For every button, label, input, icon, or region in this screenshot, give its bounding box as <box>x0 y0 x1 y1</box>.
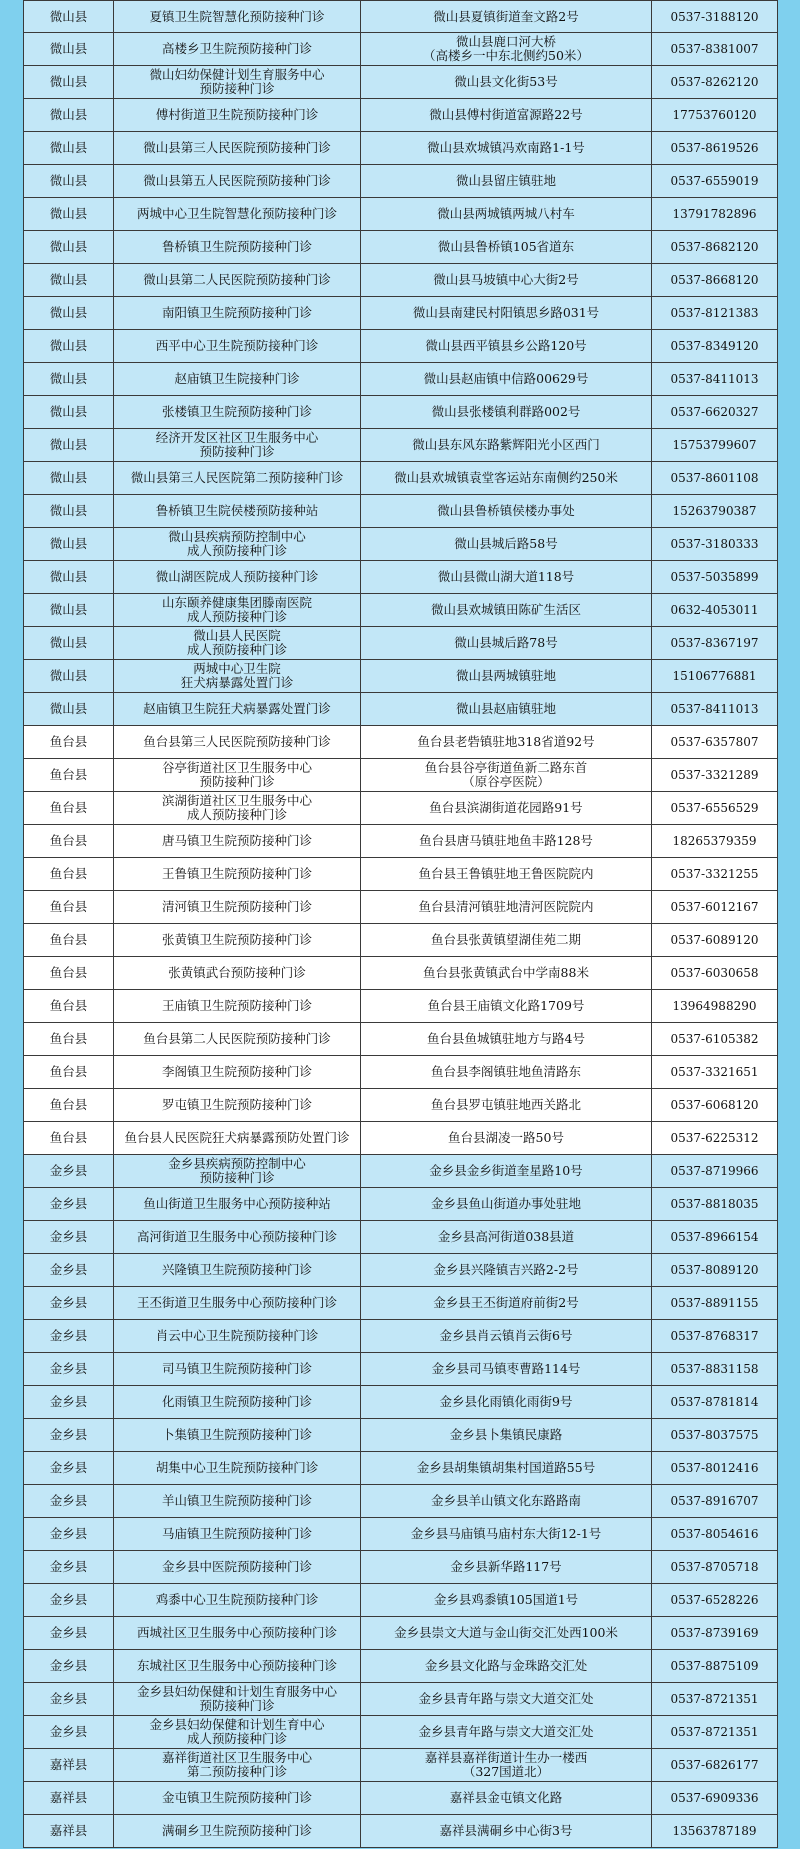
address-cell: 鱼台县李阁镇驻地鱼清路东 <box>361 1056 652 1089</box>
table-row <box>24 1320 778 1353</box>
county-cell: 鱼台县 <box>24 825 114 858</box>
county-cell: 微山县 <box>24 693 114 726</box>
address-cell: 微山县鹿口河大桥 （高楼乡一中东北侧约50米） <box>361 33 652 66</box>
address-cell: 金乡县肖云镇肖云街6号 <box>361 1320 652 1353</box>
county-cell: 微山县 <box>24 528 114 561</box>
clinic-name-cell: 两城中心卫生院 狂犬病暴露处置门诊 <box>114 660 361 693</box>
phone-cell: 0537-8012416 <box>652 1452 778 1485</box>
phone-cell: 0537-6357807 <box>652 726 778 759</box>
clinic-name-cell: 微山县第三人民医院预防接种门诊 <box>114 132 361 165</box>
address-cell: 金乡县司马镇枣曹路114号 <box>361 1353 652 1386</box>
county-cell: 鱼台县 <box>24 858 114 891</box>
county-cell: 微山县 <box>24 297 114 330</box>
table-row <box>24 1122 778 1155</box>
address-cell: 微山县鲁桥镇105省道东 <box>361 231 652 264</box>
address-cell: 微山县留庄镇驻地 <box>361 165 652 198</box>
table-row <box>24 1155 778 1188</box>
table-row <box>24 990 778 1023</box>
phone-cell: 0537-8781814 <box>652 1386 778 1419</box>
address-cell: 微山县赵庙镇中信路00629号 <box>361 363 652 396</box>
clinic-name-cell: 张楼镇卫生院预防接种门诊 <box>114 396 361 429</box>
phone-cell: 0632-4053011 <box>652 594 778 627</box>
table-row <box>24 1287 778 1320</box>
address-cell: 鱼台县谷亭街道鱼新二路东首 （原谷亭医院） <box>361 759 652 792</box>
address-cell: 微山县赵庙镇驻地 <box>361 693 652 726</box>
address-cell: 金乡县卜集镇民康路 <box>361 1419 652 1452</box>
address-cell: 鱼台县滨湖街道花园路91号 <box>361 792 652 825</box>
county-cell: 微山县 <box>24 561 114 594</box>
table-row <box>24 1485 778 1518</box>
phone-cell: 0537-6559019 <box>652 165 778 198</box>
phone-cell: 0537-3180333 <box>652 528 778 561</box>
phone-cell: 0537-6909336 <box>652 1782 778 1815</box>
address-cell: 鱼台县王庙镇文化路1709号 <box>361 990 652 1023</box>
clinic-name-cell: 王丕街道卫生服务中心预防接种门诊 <box>114 1287 361 1320</box>
county-cell: 微山县 <box>24 231 114 264</box>
phone-cell: 15106776881 <box>652 660 778 693</box>
phone-cell: 18265379359 <box>652 825 778 858</box>
county-cell: 嘉祥县 <box>24 1815 114 1848</box>
clinic-name-cell: 南阳镇卫生院预防接种门诊 <box>114 297 361 330</box>
phone-cell: 0537-8619526 <box>652 132 778 165</box>
phone-cell: 0537-6030658 <box>652 957 778 990</box>
clinic-name-cell: 鲁桥镇卫生院侯楼预防接种站 <box>114 495 361 528</box>
phone-cell: 0537-3321651 <box>652 1056 778 1089</box>
table-row <box>24 1221 778 1254</box>
clinic-name-cell: 金乡县妇幼保健和计划生育服务中心 预防接种门诊 <box>114 1683 361 1716</box>
address-cell: 金乡县马庙镇马庙村东大街12-1号 <box>361 1518 652 1551</box>
clinic-name-cell: 王庙镇卫生院预防接种门诊 <box>114 990 361 1023</box>
clinic-name-cell: 满硐乡卫生院预防接种门诊 <box>114 1815 361 1848</box>
table-row <box>24 429 778 462</box>
county-cell: 鱼台县 <box>24 957 114 990</box>
table-row <box>24 1749 778 1782</box>
address-cell: 金乡县文化路与金珠路交汇处 <box>361 1650 652 1683</box>
phone-cell: 0537-8381007 <box>652 33 778 66</box>
table-row <box>24 1518 778 1551</box>
phone-cell: 0537-8916707 <box>652 1485 778 1518</box>
county-cell: 鱼台县 <box>24 1122 114 1155</box>
address-cell: 微山县鲁桥镇侯楼办事处 <box>361 495 652 528</box>
phone-cell: 0537-3321255 <box>652 858 778 891</box>
address-cell: 金乡县金乡街道奎星路10号 <box>361 1155 652 1188</box>
clinic-name-cell: 嘉祥街道社区卫生服务中心 第二预防接种门诊 <box>114 1749 361 1782</box>
clinic-name-cell: 王鲁镇卫生院预防接种门诊 <box>114 858 361 891</box>
table-row <box>24 561 778 594</box>
clinic-name-cell: 卜集镇卫生院预防接种门诊 <box>114 1419 361 1452</box>
table-row <box>24 957 778 990</box>
clinic-name-cell: 鱼台县第二人民医院预防接种门诊 <box>114 1023 361 1056</box>
vaccination-clinic-table <box>23 0 778 1848</box>
clinic-name-cell: 微山妇幼保健计划生育服务中心 预防接种门诊 <box>114 66 361 99</box>
county-cell: 金乡县 <box>24 1551 114 1584</box>
phone-cell: 0537-6620327 <box>652 396 778 429</box>
clinic-name-cell: 两城中心卫生院智慧化预防接种门诊 <box>114 198 361 231</box>
address-cell: 鱼台县清河镇驻地清河医院院内 <box>361 891 652 924</box>
county-cell: 金乡县 <box>24 1485 114 1518</box>
phone-cell: 0537-8768317 <box>652 1320 778 1353</box>
address-cell: 微山县欢城镇袁堂客运站东南侧约250米 <box>361 462 652 495</box>
county-cell: 鱼台县 <box>24 792 114 825</box>
address-cell: 嘉祥县满硐乡中心街3号 <box>361 1815 652 1848</box>
county-cell: 金乡县 <box>24 1452 114 1485</box>
phone-cell: 13791782896 <box>652 198 778 231</box>
table-row <box>24 1716 778 1749</box>
phone-cell: 13964988290 <box>652 990 778 1023</box>
table-row <box>24 264 778 297</box>
county-cell: 微山县 <box>24 66 114 99</box>
clinic-name-cell: 微山县人民医院 成人预防接种门诊 <box>114 627 361 660</box>
county-cell: 微山县 <box>24 594 114 627</box>
phone-cell: 13563787189 <box>652 1815 778 1848</box>
address-cell: 微山县张楼镇利群路002号 <box>361 396 652 429</box>
address-cell: 金乡县羊山镇文化东路路南 <box>361 1485 652 1518</box>
county-cell: 微山县 <box>24 627 114 660</box>
table-row <box>24 66 778 99</box>
phone-cell: 0537-6826177 <box>652 1749 778 1782</box>
county-cell: 微山县 <box>24 99 114 132</box>
table-row <box>24 1584 778 1617</box>
table-row <box>24 330 778 363</box>
phone-cell: 0537-8721351 <box>652 1716 778 1749</box>
clinic-name-cell: 肖云中心卫生院预防接种门诊 <box>114 1320 361 1353</box>
address-cell: 金乡县鸡黍镇105国道1号 <box>361 1584 652 1617</box>
table-row <box>24 1023 778 1056</box>
table-row <box>24 363 778 396</box>
county-cell: 鱼台县 <box>24 990 114 1023</box>
address-cell: 微山县欢城镇田陈矿生活区 <box>361 594 652 627</box>
clinic-name-cell: 罗屯镇卫生院预防接种门诊 <box>114 1089 361 1122</box>
phone-cell: 0537-8721351 <box>652 1683 778 1716</box>
clinic-name-cell: 兴隆镇卫生院预防接种门诊 <box>114 1254 361 1287</box>
table-row <box>24 198 778 231</box>
table-row <box>24 1650 778 1683</box>
address-cell: 微山县城后路78号 <box>361 627 652 660</box>
clinic-name-cell: 马庙镇卫生院预防接种门诊 <box>114 1518 361 1551</box>
table-row <box>24 1089 778 1122</box>
clinic-name-cell: 经济开发区社区卫生服务中心 预防接种门诊 <box>114 429 361 462</box>
phone-cell: 17753760120 <box>652 99 778 132</box>
phone-cell: 0537-8719966 <box>652 1155 778 1188</box>
phone-cell: 0537-6068120 <box>652 1089 778 1122</box>
county-cell: 嘉祥县 <box>24 1749 114 1782</box>
address-cell: 金乡县新华路117号 <box>361 1551 652 1584</box>
address-cell: 金乡县青年路与崇文大道交汇处 <box>361 1683 652 1716</box>
address-cell: 微山县微山湖大道118号 <box>361 561 652 594</box>
phone-cell: 0537-8668120 <box>652 264 778 297</box>
county-cell: 金乡县 <box>24 1617 114 1650</box>
phone-cell: 0537-8367197 <box>652 627 778 660</box>
address-cell: 金乡县王丕街道府前街2号 <box>361 1287 652 1320</box>
table-row <box>24 132 778 165</box>
phone-cell: 0537-8739169 <box>652 1617 778 1650</box>
county-cell: 金乡县 <box>24 1287 114 1320</box>
clinic-name-cell: 金乡县妇幼保健和计划生育中心 成人预防接种门诊 <box>114 1716 361 1749</box>
clinic-name-cell: 唐马镇卫生院预防接种门诊 <box>114 825 361 858</box>
phone-cell: 0537-6089120 <box>652 924 778 957</box>
table-row <box>24 231 778 264</box>
phone-cell: 0537-8411013 <box>652 363 778 396</box>
clinic-name-cell: 赵庙镇卫生院狂犬病暴露处置门诊 <box>114 693 361 726</box>
clinic-name-cell: 微山县第二人民医院预防接种门诊 <box>114 264 361 297</box>
clinic-name-cell: 张黄镇卫生院预防接种门诊 <box>114 924 361 957</box>
clinic-name-cell: 微山县第三人民医院第二预防接种门诊 <box>114 462 361 495</box>
phone-cell: 0537-8891155 <box>652 1287 778 1320</box>
county-cell: 金乡县 <box>24 1320 114 1353</box>
county-cell: 微山县 <box>24 462 114 495</box>
address-cell: 微山县马坡镇中心大街2号 <box>361 264 652 297</box>
phone-cell: 0537-8089120 <box>652 1254 778 1287</box>
clinic-name-cell: 高河街道卫生服务中心预防接种门诊 <box>114 1221 361 1254</box>
phone-cell: 0537-8682120 <box>652 231 778 264</box>
clinic-name-cell: 西平中心卫生院预防接种门诊 <box>114 330 361 363</box>
county-cell: 微山县 <box>24 198 114 231</box>
clinic-name-cell: 金乡县疾病预防控制中心 预防接种门诊 <box>114 1155 361 1188</box>
address-cell: 鱼台县鱼城镇驻地方与路4号 <box>361 1023 652 1056</box>
clinic-name-cell: 胡集中心卫生院预防接种门诊 <box>114 1452 361 1485</box>
county-cell: 微山县 <box>24 264 114 297</box>
address-cell: 鱼台县张黄镇武台中学南88米 <box>361 957 652 990</box>
address-cell: 微山县西平镇县乡公路120号 <box>361 330 652 363</box>
phone-cell: 15263790387 <box>652 495 778 528</box>
table-row <box>24 1551 778 1584</box>
clinic-name-cell: 李阁镇卫生院预防接种门诊 <box>114 1056 361 1089</box>
phone-cell: 0537-6105382 <box>652 1023 778 1056</box>
phone-cell: 0537-6225312 <box>652 1122 778 1155</box>
address-cell: 嘉祥县金屯镇文化路 <box>361 1782 652 1815</box>
address-cell: 微山县文化街53号 <box>361 66 652 99</box>
clinic-name-cell: 高楼乡卫生院预防接种门诊 <box>114 33 361 66</box>
table-row <box>24 759 778 792</box>
phone-cell: 0537-8054616 <box>652 1518 778 1551</box>
clinic-name-cell: 夏镇卫生院智慧化预防接种门诊 <box>114 1 361 33</box>
address-cell: 金乡县鱼山街道办事处驻地 <box>361 1188 652 1221</box>
address-cell: 微山县夏镇街道奎文路2号 <box>361 1 652 33</box>
clinic-name-cell: 司马镇卫生院预防接种门诊 <box>114 1353 361 1386</box>
clinic-table-body <box>24 1 778 1848</box>
phone-cell: 0537-3188120 <box>652 1 778 33</box>
clinic-name-cell: 羊山镇卫生院预防接种门诊 <box>114 1485 361 1518</box>
phone-cell: 0537-8349120 <box>652 330 778 363</box>
county-cell: 鱼台县 <box>24 1089 114 1122</box>
clinic-name-cell: 东城社区卫生服务中心预防接种门诊 <box>114 1650 361 1683</box>
county-cell: 金乡县 <box>24 1683 114 1716</box>
county-cell: 微山县 <box>24 330 114 363</box>
table-row <box>24 99 778 132</box>
clinic-name-cell: 微山湖医院成人预防接种门诊 <box>114 561 361 594</box>
county-cell: 微山县 <box>24 1 114 33</box>
county-cell: 鱼台县 <box>24 891 114 924</box>
address-cell: 微山县欢城镇冯欢南路1-1号 <box>361 132 652 165</box>
clinic-name-cell: 金乡县中医院预防接种门诊 <box>114 1551 361 1584</box>
clinic-name-cell: 山东颐养健康集团滕南医院 成人预防接种门诊 <box>114 594 361 627</box>
phone-cell: 0537-8818035 <box>652 1188 778 1221</box>
phone-cell: 0537-6012167 <box>652 891 778 924</box>
table-row <box>24 396 778 429</box>
county-cell: 金乡县 <box>24 1353 114 1386</box>
county-cell: 金乡县 <box>24 1221 114 1254</box>
table-row <box>24 660 778 693</box>
table-row <box>24 693 778 726</box>
phone-cell: 0537-6556529 <box>652 792 778 825</box>
table-row <box>24 924 778 957</box>
address-cell: 微山县傅村街道富源路22号 <box>361 99 652 132</box>
table-row <box>24 1254 778 1287</box>
phone-cell: 0537-8262120 <box>652 66 778 99</box>
address-cell: 嘉祥县嘉祥街道计生办一楼西 （327国道北） <box>361 1749 652 1782</box>
county-cell: 微山县 <box>24 165 114 198</box>
clinic-name-cell: 鱼台县第三人民医院预防接种门诊 <box>114 726 361 759</box>
table-row <box>24 1 778 33</box>
address-cell: 鱼台县唐马镇驻地鱼丰路128号 <box>361 825 652 858</box>
clinic-name-cell: 鱼台县人民医院狂犬病暴露预防处置门诊 <box>114 1122 361 1155</box>
address-cell: 金乡县胡集镇胡集村国道路55号 <box>361 1452 652 1485</box>
address-cell: 微山县城后路58号 <box>361 528 652 561</box>
county-cell: 鱼台县 <box>24 726 114 759</box>
clinic-name-cell: 赵庙镇卫生院接种门诊 <box>114 363 361 396</box>
address-cell: 金乡县化雨镇化雨街9号 <box>361 1386 652 1419</box>
table-row <box>24 297 778 330</box>
clinic-name-cell: 微山县第五人民医院预防接种门诊 <box>114 165 361 198</box>
table-row <box>24 1452 778 1485</box>
table-row <box>24 1815 778 1848</box>
table-row <box>24 792 778 825</box>
table-row <box>24 1419 778 1452</box>
address-cell: 鱼台县张黄镇望湖佳苑二期 <box>361 924 652 957</box>
table-row <box>24 1782 778 1815</box>
county-cell: 金乡县 <box>24 1716 114 1749</box>
phone-cell: 0537-3321289 <box>652 759 778 792</box>
county-cell: 鱼台县 <box>24 1023 114 1056</box>
table-row <box>24 528 778 561</box>
clinic-name-cell: 西城社区卫生服务中心预防接种门诊 <box>114 1617 361 1650</box>
phone-cell: 0537-8966154 <box>652 1221 778 1254</box>
county-cell: 鱼台县 <box>24 924 114 957</box>
county-cell: 微山县 <box>24 660 114 693</box>
county-cell: 金乡县 <box>24 1155 114 1188</box>
clinic-name-cell: 鸡黍中心卫生院预防接种门诊 <box>114 1584 361 1617</box>
address-cell: 微山县南建民村阳镇思乡路031号 <box>361 297 652 330</box>
address-cell: 微山县两城镇驻地 <box>361 660 652 693</box>
county-cell: 微山县 <box>24 429 114 462</box>
phone-cell: 0537-8705718 <box>652 1551 778 1584</box>
county-cell: 鱼台县 <box>24 759 114 792</box>
table-row <box>24 627 778 660</box>
phone-cell: 0537-8411013 <box>652 693 778 726</box>
table-row <box>24 165 778 198</box>
county-cell: 微山县 <box>24 33 114 66</box>
phone-cell: 0537-8831158 <box>652 1353 778 1386</box>
address-cell: 鱼台县罗屯镇驻地西关路北 <box>361 1089 652 1122</box>
address-cell: 微山县两城镇两城八村车 <box>361 198 652 231</box>
table-row <box>24 1683 778 1716</box>
table-row <box>24 891 778 924</box>
address-cell: 金乡县高河街道038县道 <box>361 1221 652 1254</box>
table-row <box>24 1386 778 1419</box>
table-row <box>24 33 778 66</box>
county-cell: 金乡县 <box>24 1419 114 1452</box>
county-cell: 嘉祥县 <box>24 1782 114 1815</box>
county-cell: 微山县 <box>24 363 114 396</box>
county-cell: 金乡县 <box>24 1518 114 1551</box>
address-cell: 金乡县崇文大道与金山街交汇处西100米 <box>361 1617 652 1650</box>
county-cell: 金乡县 <box>24 1584 114 1617</box>
county-cell: 金乡县 <box>24 1188 114 1221</box>
phone-cell: 0537-5035899 <box>652 561 778 594</box>
table-row <box>24 1188 778 1221</box>
clinic-name-cell: 滨湖街道社区卫生服务中心 成人预防接种门诊 <box>114 792 361 825</box>
county-cell: 金乡县 <box>24 1254 114 1287</box>
phone-cell: 0537-8601108 <box>652 462 778 495</box>
table-row <box>24 825 778 858</box>
county-cell: 微山县 <box>24 396 114 429</box>
address-cell: 鱼台县湖凌一路50号 <box>361 1122 652 1155</box>
phone-cell: 0537-8875109 <box>652 1650 778 1683</box>
table-row <box>24 495 778 528</box>
address-cell: 鱼台县王鲁镇驻地王鲁医院院内 <box>361 858 652 891</box>
address-cell: 微山县东风东路紫辉阳光小区西门 <box>361 429 652 462</box>
table-row <box>24 1353 778 1386</box>
clinic-name-cell: 金屯镇卫生院预防接种门诊 <box>114 1782 361 1815</box>
table-row <box>24 594 778 627</box>
table-row <box>24 1056 778 1089</box>
clinic-name-cell: 微山县疾病预防控制中心 成人预防接种门诊 <box>114 528 361 561</box>
phone-cell: 0537-8121383 <box>652 297 778 330</box>
clinic-name-cell: 张黄镇武台预防接种门诊 <box>114 957 361 990</box>
table-row <box>24 726 778 759</box>
address-cell: 金乡县青年路与崇文大道交汇处 <box>361 1716 652 1749</box>
county-cell: 金乡县 <box>24 1650 114 1683</box>
table-row <box>24 462 778 495</box>
clinic-name-cell: 化雨镇卫生院预防接种门诊 <box>114 1386 361 1419</box>
clinic-name-cell: 傅村街道卫生院预防接种门诊 <box>114 99 361 132</box>
phone-cell: 0537-6528226 <box>652 1584 778 1617</box>
county-cell: 微山县 <box>24 495 114 528</box>
clinic-name-cell: 鲁桥镇卫生院预防接种门诊 <box>114 231 361 264</box>
address-cell: 鱼台县老砦镇驻地318省道92号 <box>361 726 652 759</box>
table-row <box>24 1617 778 1650</box>
clinic-name-cell: 清河镇卫生院预防接种门诊 <box>114 891 361 924</box>
phone-cell: 0537-8037575 <box>652 1419 778 1452</box>
table-row <box>24 858 778 891</box>
phone-cell: 15753799607 <box>652 429 778 462</box>
county-cell: 鱼台县 <box>24 1056 114 1089</box>
address-cell: 金乡县兴隆镇吉兴路2-2号 <box>361 1254 652 1287</box>
county-cell: 金乡县 <box>24 1386 114 1419</box>
clinic-name-cell: 谷亭街道社区卫生服务中心 预防接种门诊 <box>114 759 361 792</box>
clinic-name-cell: 鱼山街道卫生服务中心预防接种站 <box>114 1188 361 1221</box>
county-cell: 微山县 <box>24 132 114 165</box>
clinic-table-container <box>23 0 777 1849</box>
